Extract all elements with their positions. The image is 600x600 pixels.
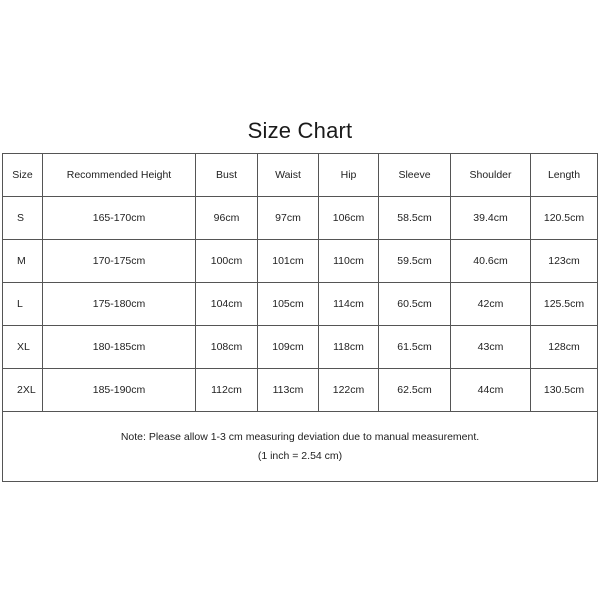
cell-shoulder: 39.4cm [451,197,531,240]
size-chart-table [2,153,598,482]
table-row [3,240,598,283]
cell-sleeve: 61.5cm [379,326,451,369]
page-title: Size Chart [247,118,353,143]
cell-length: 130.5cm [531,369,598,412]
cell-size: L [3,283,43,326]
header-shoulder: Shoulder [451,154,531,197]
cell-bust: 108cm [196,326,258,369]
cell-height: 165-170cm [43,197,196,240]
header-recommended-height: Recommended Height [43,154,196,197]
table-row [3,326,598,369]
note-line-deviation: Note: Please allow 1-3 cm measuring deviation due to manual measurement. [120,430,480,443]
cell-shoulder: 44cm [451,369,531,412]
cell-bust: 112cm [196,369,258,412]
cell-bust: 96cm [196,197,258,240]
cell-waist: 113cm [258,369,319,412]
cell-length: 120.5cm [531,197,598,240]
cell-hip: 114cm [319,283,379,326]
table-row [3,197,598,240]
cell-height: 170-175cm [43,240,196,283]
cell-height: 185-190cm [43,369,196,412]
cell-waist: 101cm [258,240,319,283]
cell-bust: 104cm [196,283,258,326]
cell-length: 128cm [531,326,598,369]
header-hip: Hip [319,154,379,197]
cell-sleeve: 58.5cm [379,197,451,240]
cell-hip: 110cm [319,240,379,283]
size-chart-table-container [2,153,597,482]
cell-length: 123cm [531,240,598,283]
cell-hip: 118cm [319,326,379,369]
cell-length: 125.5cm [531,283,598,326]
cell-shoulder: 43cm [451,326,531,369]
cell-height: 175-180cm [43,283,196,326]
cell-size: 2XL [3,369,43,412]
cell-sleeve: 62.5cm [379,369,451,412]
cell-size: XL [3,326,43,369]
header-length: Length [531,154,598,197]
table-header-row [3,154,598,197]
measurement-note [3,412,598,482]
cell-hip: 122cm [319,369,379,412]
cell-sleeve: 59.5cm [379,240,451,283]
cell-waist: 105cm [258,283,319,326]
note-line-conversion: (1 inch = 2.54 cm) [257,449,343,462]
cell-bust: 100cm [196,240,258,283]
cell-shoulder: 42cm [451,283,531,326]
cell-waist: 109cm [258,326,319,369]
header-waist: Waist [258,154,319,197]
cell-hip: 106cm [319,197,379,240]
header-sleeve: Sleeve [379,154,451,197]
header-bust: Bust [196,154,258,197]
cell-height: 180-185cm [43,326,196,369]
cell-sleeve: 60.5cm [379,283,451,326]
table-row [3,369,598,412]
table-row [3,283,598,326]
cell-size: S [3,197,43,240]
cell-size: M [3,240,43,283]
cell-shoulder: 40.6cm [451,240,531,283]
cell-waist: 97cm [258,197,319,240]
header-size: Size [3,154,43,197]
note-row [3,412,598,482]
